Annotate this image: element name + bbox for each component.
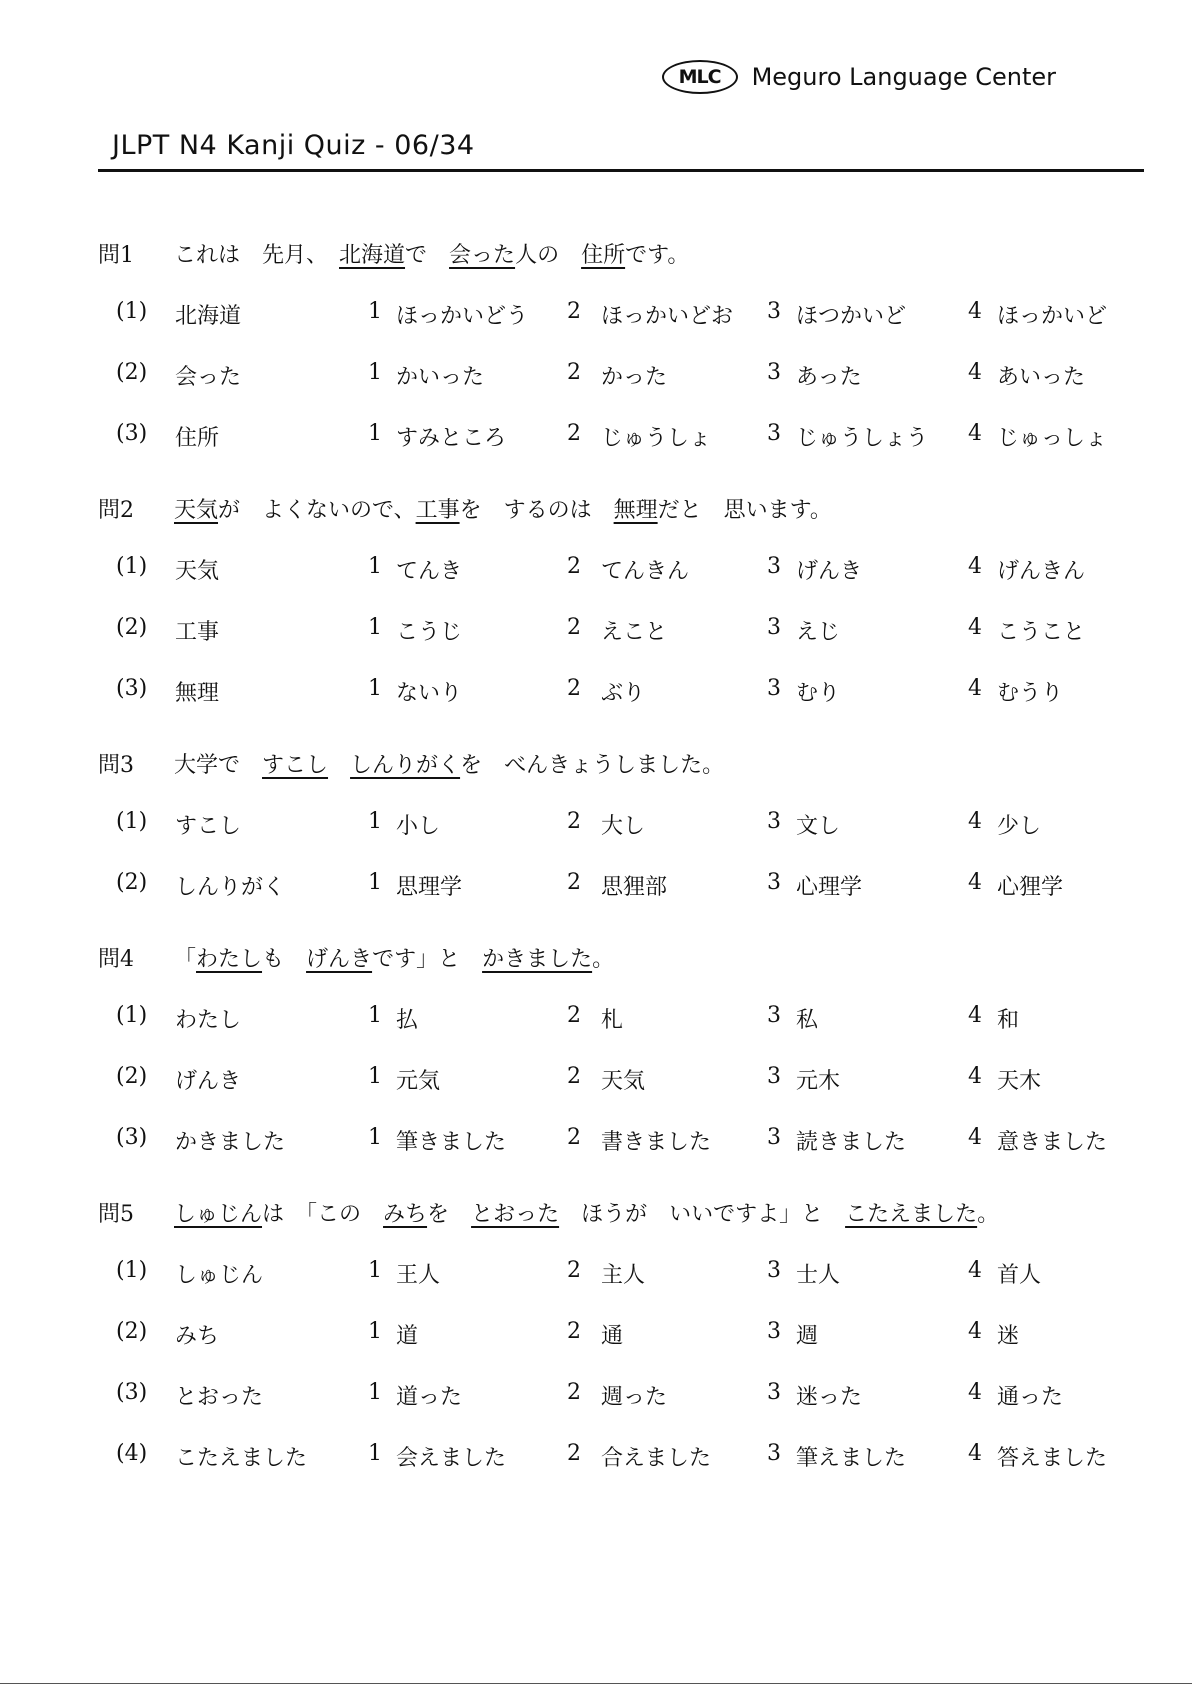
choice-number: 4 (968, 809, 982, 834)
choice-number: 3 (767, 1064, 781, 1089)
choice-number: 1 (368, 809, 382, 834)
choice-number: 1 (368, 1125, 382, 1150)
choice-text: げんき (796, 559, 863, 584)
choice-number: 3 (767, 1380, 781, 1405)
choice-number: 4 (968, 299, 982, 324)
choice-number: 4 (968, 870, 982, 895)
option-index: (4) (116, 1441, 148, 1466)
choice-text: こうこと (997, 620, 1086, 645)
option-row (0, 421, 1192, 451)
option-index: (3) (116, 1380, 148, 1405)
option-row (0, 615, 1192, 645)
choice-text: 意きました (997, 1130, 1108, 1155)
choice-text: ほっかいどお (601, 304, 734, 329)
question-label: 問5 (98, 1202, 134, 1227)
option-index: (2) (116, 1064, 148, 1089)
choice-number: 2 (567, 809, 581, 834)
question-sentence (174, 1197, 999, 1228)
choice-number: 4 (968, 360, 982, 385)
choice-text: じゅうしょう (796, 426, 929, 451)
choice-text: 和 (997, 1008, 1020, 1033)
choice-text: 思狸部 (601, 875, 668, 900)
question-label: 問4 (98, 947, 134, 972)
choice-number: 1 (368, 1064, 382, 1089)
choice-number: 2 (567, 554, 581, 579)
choice-text: 道った (396, 1385, 463, 1410)
option-word: 北海道 (175, 304, 242, 329)
choice-text: じゅっしょ (997, 426, 1108, 451)
option-index: (3) (116, 676, 148, 701)
option-index: (3) (116, 421, 148, 446)
sentence-segment: です。 (625, 243, 690, 268)
choice-text: 読きました (796, 1130, 907, 1155)
choice-text: じゅうしょ (601, 426, 712, 451)
choice-text: 文し (796, 814, 841, 839)
option-row (0, 360, 1192, 390)
title-divider (98, 169, 1144, 172)
choice-text: 天木 (997, 1069, 1042, 1094)
underlined-word: すこし (262, 753, 329, 778)
choice-number: 2 (567, 1003, 581, 1028)
choice-text: ほっかいどう (396, 304, 529, 329)
underlined-word: しんりがく (350, 753, 461, 778)
option-row (0, 1441, 1192, 1471)
underlined-word: 北海道 (339, 243, 406, 268)
sentence-segment: が よくないので、 (218, 498, 416, 523)
option-index: (1) (116, 1003, 148, 1028)
choice-text: あいった (997, 365, 1086, 390)
choice-number: 1 (368, 360, 382, 385)
choice-text: すみところ (396, 426, 507, 451)
option-word: げんき (175, 1069, 242, 1094)
sentence-segment: で (405, 243, 450, 268)
option-index: (2) (116, 870, 148, 895)
choice-number: 2 (567, 1125, 581, 1150)
choice-number: 4 (968, 554, 982, 579)
option-index: (1) (116, 299, 148, 324)
choice-number: 4 (968, 676, 982, 701)
option-index: (1) (116, 809, 148, 834)
choice-text: 答えました (997, 1446, 1108, 1471)
choice-number: 2 (567, 676, 581, 701)
choice-text: 思理学 (396, 875, 463, 900)
choice-number: 1 (368, 1003, 382, 1028)
sentence-segment (328, 753, 350, 778)
option-word: とおった (175, 1385, 264, 1410)
choice-text: 週った (601, 1385, 668, 1410)
choice-text: 週 (796, 1324, 819, 1349)
choice-number: 2 (567, 299, 581, 324)
option-row (0, 1064, 1192, 1094)
option-row (0, 870, 1192, 900)
choice-number: 1 (368, 1258, 382, 1283)
option-word: 天気 (175, 559, 220, 584)
option-word: 無理 (175, 681, 220, 706)
question-sentence (174, 493, 832, 524)
choice-number: 3 (767, 870, 781, 895)
sentence-segment: を するのは (459, 498, 614, 523)
choice-number: 4 (968, 615, 982, 640)
choice-number: 3 (767, 299, 781, 324)
choice-text: 会えました (396, 1446, 507, 1471)
underlined-word: わたし (196, 947, 263, 972)
choice-text: 士人 (796, 1263, 841, 1288)
sentence-segment: 人の (515, 243, 582, 268)
choice-number: 1 (368, 676, 382, 701)
option-word: しゅじん (175, 1263, 264, 1288)
sentence-segment: ほうが いいですよ」と (559, 1202, 846, 1227)
choice-text: 筆きました (396, 1130, 507, 1155)
sentence-segment: 。 (977, 1202, 1000, 1227)
choice-text: かった (601, 365, 668, 390)
choice-text: 元気 (396, 1069, 441, 1094)
option-index: (1) (116, 554, 148, 579)
option-word: 住所 (175, 426, 220, 451)
option-index: (2) (116, 1319, 148, 1344)
header-logo (662, 60, 1056, 94)
choice-text: 少し (997, 814, 1042, 839)
question-label: 問1 (98, 243, 134, 268)
option-word: 会った (175, 365, 242, 390)
choice-text: 書きました (601, 1130, 712, 1155)
choice-number: 1 (368, 421, 382, 446)
choice-number: 2 (567, 421, 581, 446)
choice-number: 3 (767, 1003, 781, 1028)
question-label: 問2 (98, 498, 134, 523)
choice-number: 3 (767, 1258, 781, 1283)
choice-text: 王人 (396, 1263, 441, 1288)
choice-text: てんきん (601, 559, 690, 584)
choice-text: 迷 (997, 1324, 1020, 1349)
option-word: みち (175, 1324, 220, 1349)
choice-number: 1 (368, 299, 382, 324)
choice-text: 道 (396, 1324, 419, 1349)
sentence-segment: これは 先月、 (174, 243, 340, 268)
sentence-segment: 「 (174, 947, 197, 972)
option-word: しんりがく (175, 875, 286, 900)
question-sentence (174, 942, 614, 973)
choice-number: 3 (767, 1319, 781, 1344)
underlined-word: かきました (482, 947, 593, 972)
choice-text: 合えました (601, 1446, 712, 1471)
choice-number: 2 (567, 1380, 581, 1405)
choice-text: 主人 (601, 1263, 646, 1288)
choice-text: 大し (601, 814, 646, 839)
choice-text: ほっかいど (997, 304, 1108, 329)
option-word: かきました (175, 1130, 286, 1155)
choice-number: 4 (968, 1064, 982, 1089)
option-word: こたえました (175, 1446, 308, 1471)
option-row (0, 1003, 1192, 1033)
choice-number: 4 (968, 1258, 982, 1283)
choice-number: 1 (368, 1319, 382, 1344)
choice-number: 1 (368, 1441, 382, 1466)
underlined-word: みち (383, 1202, 428, 1227)
underlined-word: しゅじん (174, 1202, 263, 1227)
choice-text: 首人 (997, 1263, 1042, 1288)
choice-number: 1 (368, 615, 382, 640)
page-bottom-edge (0, 1683, 1192, 1684)
choice-number: 3 (767, 1441, 781, 1466)
option-word: すこし (175, 814, 242, 839)
choice-text: ぶり (601, 681, 646, 706)
option-word: 工事 (175, 620, 220, 645)
choice-text: 心狸学 (997, 875, 1064, 900)
choice-text: えこと (601, 620, 668, 645)
option-index: (2) (116, 360, 148, 385)
sentence-segment: 。 (592, 947, 615, 972)
choice-number: 3 (767, 809, 781, 834)
choice-text: 札 (601, 1008, 624, 1033)
choice-text: てんき (396, 559, 463, 584)
option-index: (3) (116, 1125, 148, 1150)
underlined-word: 無理 (613, 498, 658, 523)
option-row (0, 1258, 1192, 1288)
choice-text: えじ (796, 620, 841, 645)
choice-text: 払 (396, 1008, 419, 1033)
choice-number: 3 (767, 421, 781, 446)
option-row (0, 554, 1192, 584)
choice-number: 3 (767, 360, 781, 385)
choice-text: むり (796, 681, 841, 706)
choice-number: 2 (567, 870, 581, 895)
question-sentence (174, 238, 689, 269)
underlined-word: 工事 (415, 498, 460, 523)
choice-number: 4 (968, 421, 982, 446)
choice-text: ないり (396, 681, 463, 706)
choice-text: 心理学 (796, 875, 863, 900)
choice-number: 2 (567, 1064, 581, 1089)
choice-text: むうり (997, 681, 1064, 706)
sentence-segment: です」と (372, 947, 483, 972)
choice-number: 4 (968, 1125, 982, 1150)
underlined-word: こたえました (845, 1202, 978, 1227)
choice-text: 私 (796, 1008, 819, 1033)
choice-number: 4 (968, 1319, 982, 1344)
choice-text: 小し (396, 814, 441, 839)
option-row (0, 1319, 1192, 1349)
sentence-segment: を (427, 1202, 472, 1227)
underlined-word: 天気 (174, 498, 219, 523)
option-row (0, 1125, 1192, 1155)
question-sentence (174, 748, 724, 779)
sentence-segment: 大学で (174, 753, 263, 778)
option-word: わたし (175, 1008, 242, 1033)
organization-name: Meguro Language Center (751, 63, 1056, 91)
choice-number: 3 (767, 1125, 781, 1150)
choice-text: 通 (601, 1324, 624, 1349)
sentence-segment: だと 思います。 (657, 498, 832, 523)
choice-number: 2 (567, 1319, 581, 1344)
option-index: (1) (116, 1258, 148, 1283)
choice-number: 1 (368, 1380, 382, 1405)
choice-text: 筆えました (796, 1446, 907, 1471)
underlined-word: 住所 (581, 243, 626, 268)
option-row (0, 1380, 1192, 1410)
choice-number: 4 (968, 1380, 982, 1405)
choice-number: 1 (368, 870, 382, 895)
underlined-word: げんき (306, 947, 373, 972)
choice-number: 3 (767, 615, 781, 640)
choice-text: 天気 (601, 1069, 646, 1094)
choice-number: 3 (767, 554, 781, 579)
sentence-segment: も (262, 947, 307, 972)
choice-text: 元木 (796, 1069, 841, 1094)
sentence-segment: は 「この (262, 1202, 384, 1227)
option-row (0, 299, 1192, 329)
choice-number: 2 (567, 360, 581, 385)
choice-text: こうじ (396, 620, 463, 645)
sentence-segment: を べんきょうしました。 (460, 753, 725, 778)
choice-number: 4 (968, 1441, 982, 1466)
choice-number: 2 (567, 1258, 581, 1283)
mlc-logo-mark: MLC (662, 60, 738, 94)
choice-number: 3 (767, 676, 781, 701)
page-title: JLPT N4 Kanji Quiz - 06/34 (112, 130, 475, 161)
choice-text: かいった (396, 365, 485, 390)
choice-number: 4 (968, 1003, 982, 1028)
choice-text: ほつかいど (796, 304, 907, 329)
choice-text: 通った (997, 1385, 1064, 1410)
choice-number: 2 (567, 615, 581, 640)
option-row (0, 809, 1192, 839)
choice-text: 迷った (796, 1385, 863, 1410)
option-index: (2) (116, 615, 148, 640)
choice-number: 2 (567, 1441, 581, 1466)
choice-text: あった (796, 365, 862, 390)
choice-text: げんきん (997, 559, 1086, 584)
underlined-word: とおった (471, 1202, 560, 1227)
choice-number: 1 (368, 554, 382, 579)
question-label: 問3 (98, 753, 134, 778)
underlined-word: 会った (449, 243, 516, 268)
option-row (0, 676, 1192, 706)
